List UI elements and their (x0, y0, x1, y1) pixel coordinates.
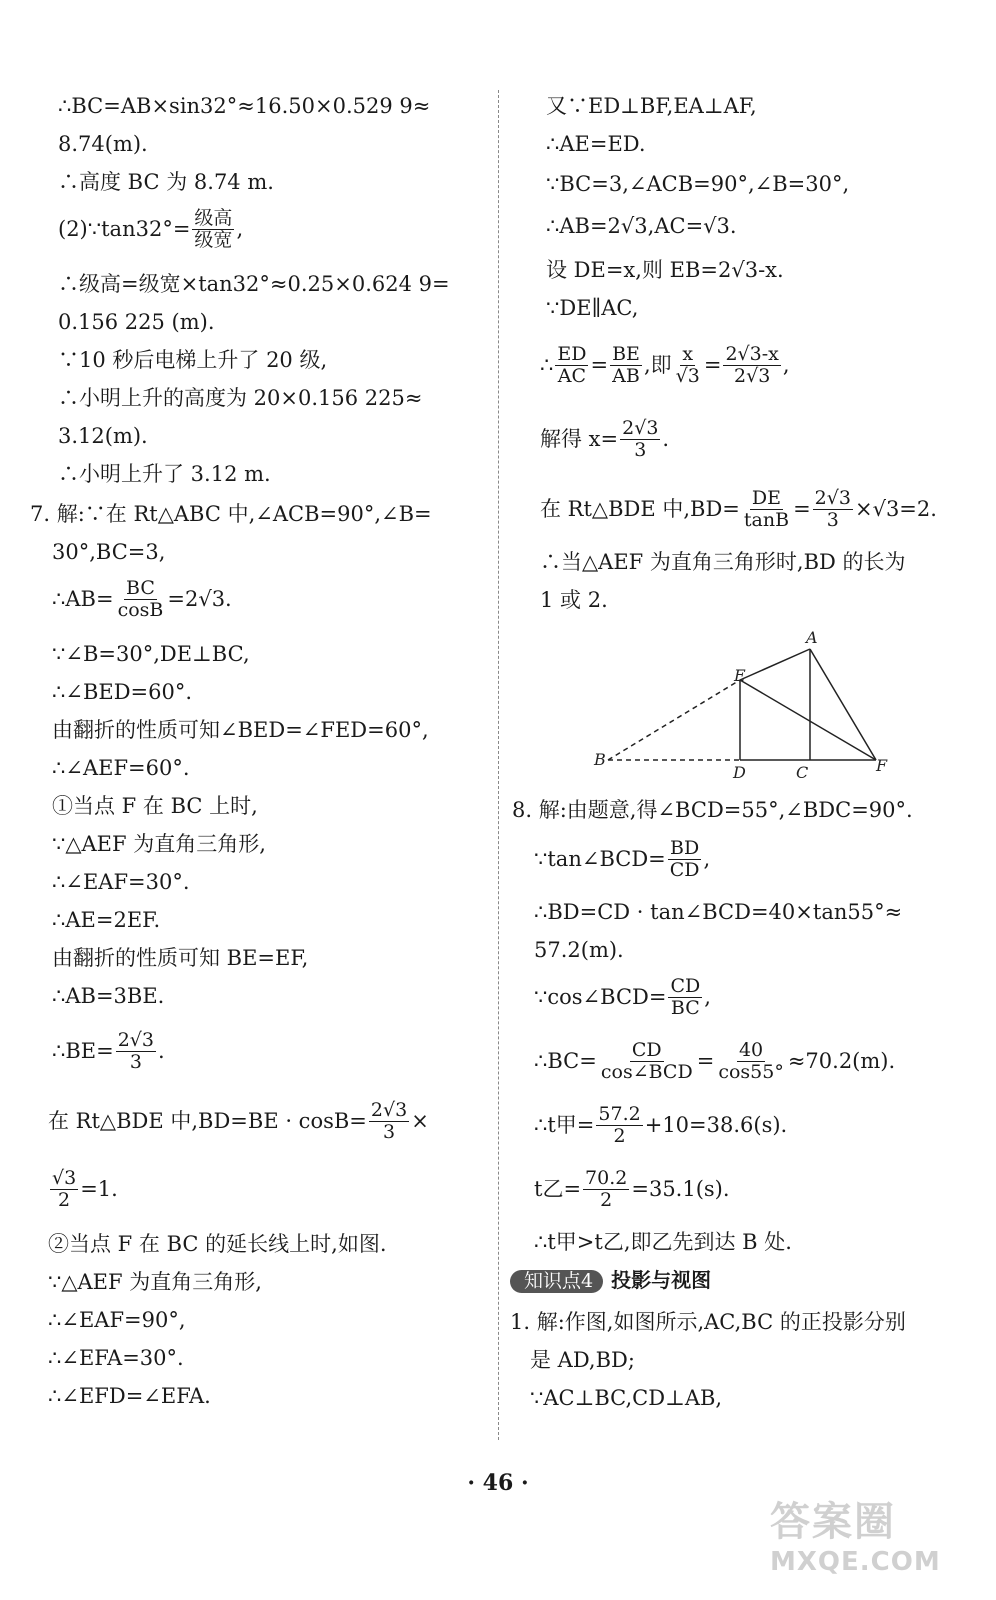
fraction: $\frac{2√3-x}{2√3}$ (725, 343, 779, 387)
text-line: ∴高度 BC 为 8.74 m. (58, 170, 274, 194)
section-title: 投影与视图 (611, 1268, 712, 1292)
formula-line: ∴t甲= $\frac{57.2}{2}$ +10=38.6(s). (534, 1103, 788, 1147)
formula-line: ∴AB= $\frac{BC}{\cos B}$ =2√3. (52, 577, 232, 621)
text-line: 3.12(m). (58, 424, 148, 448)
text-line: ∴∠EAF=30°. (52, 870, 190, 894)
text-line: ∵AC⊥BC,CD⊥AB, (530, 1386, 723, 1410)
formula-line: ∵tan∠BCD= $\frac{BD}{CD}$ , (534, 837, 711, 881)
fraction: $\frac{ED}{AC}$ (557, 343, 587, 387)
text-line: ∵△AEF 为直角三角形, (48, 1270, 262, 1294)
text-line: ∴AB=3BE. (52, 984, 165, 1008)
fraction: $\frac{57.2}{2}$ (598, 1103, 641, 1147)
text-line: ∴小明上升了 3.12 m. (58, 462, 271, 486)
formula-line: 在 Rt△BDE 中,BD=BE · cosB= $\frac{2√3}{3}$ × (48, 1099, 429, 1143)
text-line: ∵DE∥AC, (546, 296, 639, 320)
fraction: $\frac{2√3}{3}$ (370, 1099, 408, 1143)
watermark: 答案圈 MXQE.COM (770, 1499, 941, 1577)
text-line: 8.74(m). (58, 132, 148, 156)
text-line: 设 DE=x,则 EB=2√3-x. (546, 258, 784, 282)
text-line: ∵∠B=30°,DE⊥BC, (52, 642, 250, 666)
text-line: ∴BD=CD · tan∠BCD=40×tan55°≈ (534, 900, 903, 924)
fraction: $\frac{70.2}{2}$ (585, 1167, 628, 1211)
label-F: F (876, 756, 888, 775)
fraction: $\frac{√3}{2}$ (52, 1167, 77, 1211)
text-line: ∴当△AEF 为直角三角形时,BD 的长为 (540, 550, 906, 574)
text-line: 0.156 225 (m). (58, 310, 215, 334)
formula-line: ∴BC= $\frac{CD}{\text{cos∠BCD}}$ = $\frac{40}{\cos 55^\circ}$ ≈70.2(m). (534, 1039, 896, 1083)
text-line: 30°,BC=3, (52, 540, 166, 564)
formula-line: (2)∵tan32°= $\frac{\text{级高}}{\text{级宽}}$ , (58, 207, 244, 251)
fraction: $\frac{2√3}{3}$ (814, 487, 851, 531)
line-EA (740, 649, 810, 680)
text-line: 57.2(m). (534, 938, 624, 962)
page-number: · 46 · (467, 1470, 529, 1496)
text-line: 又∵ED⊥BF,EA⊥AF, (546, 94, 757, 118)
column-divider (498, 90, 499, 1440)
problem-1-heading: 1. 解:作图,如图所示,AC,BC 的正投影分别 (510, 1310, 906, 1334)
formula-line: ∵cos∠BCD= $\frac{CD}{BC}$ , (534, 975, 711, 1019)
section-tag: 知识点4 (510, 1270, 603, 1293)
label-E: E (734, 666, 746, 685)
geometry-figure (500, 625, 996, 785)
line-AF (810, 649, 876, 760)
problem-7-heading: 7. 解:∵在 Rt△ABC 中,∠ACB=90°,∠B= (30, 502, 432, 526)
text-line: 1 或 2. (540, 588, 608, 612)
text-line: ∴小明上升的高度为 20×0.156 225≈ (58, 386, 423, 410)
text-line: ②当点 F 在 BC 的延长线上时,如图. (48, 1232, 387, 1256)
fraction: $\frac{BE}{AB}$ (612, 343, 640, 387)
text-line: 由翻折的性质可知 BE=EF, (52, 946, 309, 970)
formula-line: 解得 x= $\frac{2√3}{3}$ . (540, 417, 670, 461)
fraction: $\frac{2√3}{3}$ (622, 417, 659, 461)
formula-line: $\frac{√3}{2}$ =1. (52, 1167, 118, 1211)
fraction: $\frac{BC}{\cos B}$ (117, 577, 164, 621)
text-line: ∴∠EAF=90°, (48, 1308, 186, 1332)
line-EF (740, 680, 876, 760)
text-line: 由翻折的性质可知∠BED=∠FED=60°, (52, 718, 429, 742)
text-line: ∴AB=2√3,AC=√3. (546, 214, 737, 238)
label-A: A (806, 628, 818, 647)
fraction: $\frac{\text{级高}}{\text{级宽}}$ (194, 207, 233, 251)
text-line: ∵10 秒后电梯上升了 20 级, (58, 348, 328, 372)
label-D: D (733, 763, 746, 782)
fraction: $\frac{BD}{CD}$ (669, 837, 700, 881)
text-line: ①当点 F 在 BC 上时, (52, 794, 258, 818)
text-line: ∵BC=3,∠ACB=90°,∠B=30°, (546, 172, 850, 196)
fraction: $\frac{CD}{\text{cos∠BCD}}$ (600, 1039, 693, 1083)
fraction: $\frac{x}{√3}$ (675, 343, 700, 387)
text-line: ∴AE=2EF. (52, 908, 161, 932)
text-line: 是 AD,BD; (530, 1348, 635, 1372)
text-line: ∴AE=ED. (546, 132, 646, 156)
formula-line: ∴ $\frac{ED}{AC}$ = $\frac{BE}{AB}$ ,即 $\frac{x}{√3}$ = $\frac{2√3-x}{2√3}$ , (540, 343, 790, 387)
formula-line: t乙= $\frac{70.2}{2}$ =35.1(s). (534, 1167, 730, 1211)
fraction: $\frac{DE}{\tan B}$ (743, 487, 790, 531)
text-line: ∴t甲>t乙,即乙先到达 B 处. (534, 1230, 792, 1254)
text-line: ∴∠EFD=∠EFA. (48, 1384, 211, 1408)
formula-line: ∴BE= $\frac{2√3}{3}$ . (52, 1029, 165, 1073)
problem-8-heading: 8. 解:由题意,得∠BCD=55°,∠BDC=90°. (512, 798, 913, 822)
section-header (510, 1270, 711, 1293)
label-C: C (796, 763, 809, 782)
line-BE (608, 680, 740, 760)
formula-line: 在 Rt△BDE 中,BD= $\frac{DE}{\tan B}$ = $\frac{2√3}{3}$ ×√3=2. (540, 487, 937, 531)
text-line: ∴∠AEF=60°. (52, 756, 190, 780)
label-B: B (594, 750, 606, 769)
fraction: $\frac{2√3}{3}$ (117, 1029, 155, 1073)
text-line: ∵△AEF 为直角三角形, (52, 832, 266, 856)
text-line: ∴级高=级宽×tan32°≈0.25×0.624 9= (58, 272, 450, 296)
text-line: ∴BC=AB×sin32°≈16.50×0.529 9≈ (58, 94, 431, 118)
fraction: $\frac{40}{\cos 55^\circ}$ (718, 1039, 784, 1083)
text-line: ∴∠BED=60°. (52, 680, 193, 704)
fraction: $\frac{CD}{BC}$ (670, 975, 701, 1019)
text-line: ∴∠EFA=30°. (48, 1346, 184, 1370)
